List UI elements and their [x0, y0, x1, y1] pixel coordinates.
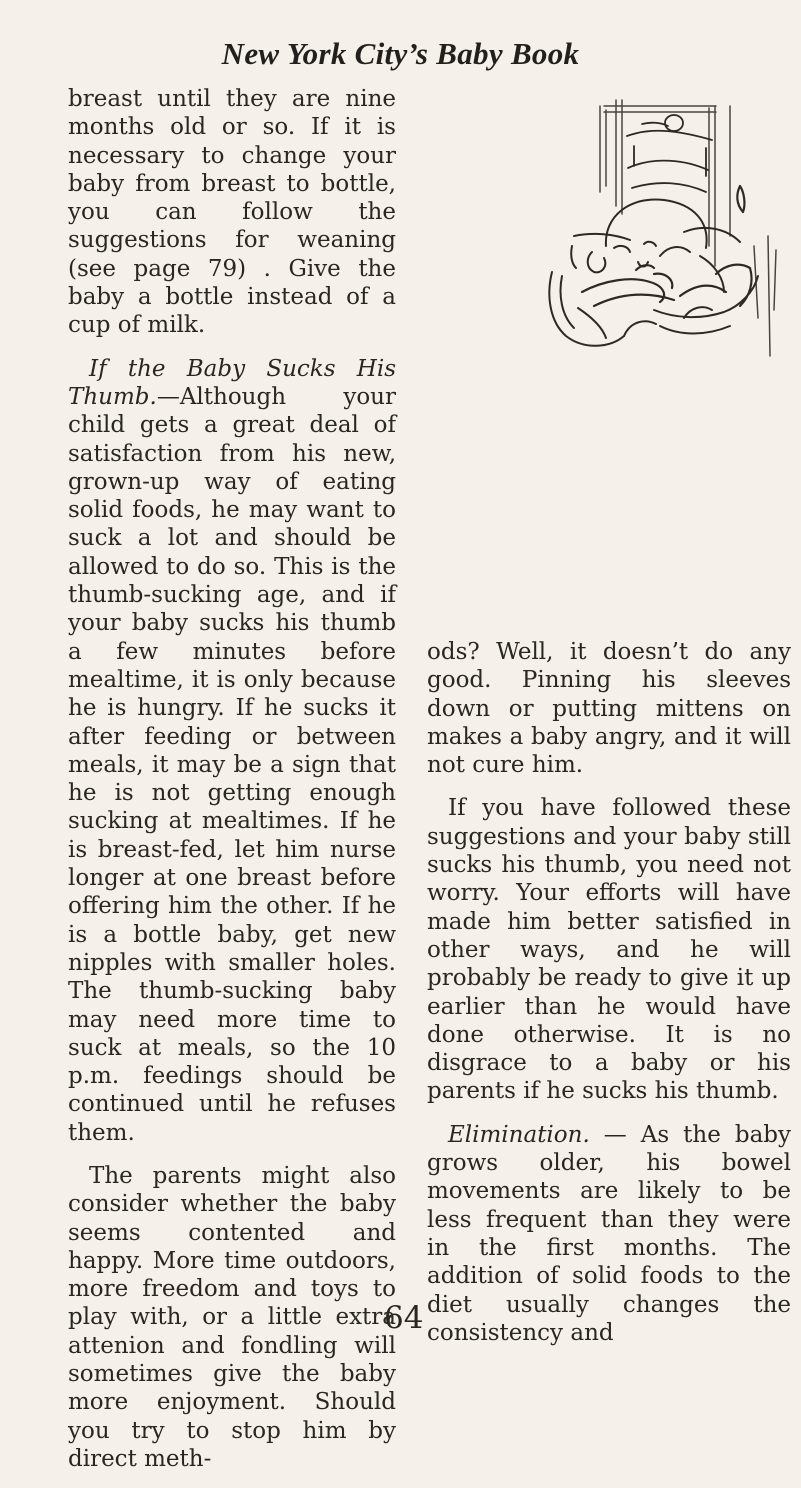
paragraph-thumb-sucking — [68, 355, 396, 1147]
paragraph-methods-continued: ods? Well, it doesn’t do any good. Pinning his sleeves down or putting mittens on makes a baby angry, and it will not cure him. — [427, 639, 791, 779]
paragraph-parents-consider: The parents might also consider whether the baby seems contented and happy. More time outdoors, more freedom and toys to play with, or a little extra attenion and fondling will sometimes give the baby more enjoyment. Should you try to stop him by direct meth- — [68, 1162, 396, 1472]
page-number: 64 — [384, 1300, 424, 1336]
runin-heading-elimination: Elimination. — [448, 1121, 590, 1148]
paragraph-thumb-sucking-body: —Although your child gets a great deal of satisfaction from his new, grown-up way of eating solid foods, he may want to suck a lot and should be allowed to do so. This is the thumb-sucking age, and if your baby sucks his thumb a few minutes before mealtime, it is only because he is hungry. If he sucks it after feeding or between meals, it may be a sign that he is not getting enough sucking at mealtimes. If he is breast-fed, let him nurse longer at one breast before offering him the other. If he is a bottle baby, get new nipples with smaller holes. The thumb-sucking baby may need more time to suck at meals, so the 10 p.m. feedings should be continued until he refuses them. — [68, 383, 396, 1146]
baby-body-icon — [549, 256, 758, 346]
paragraph-followed-suggestions: If you have followed these suggestions and your baby still sucks his thumb, you need not worry. Your efforts will have made him better satisfied in other ways, and he will probably be ready to give it up earlier than he would have done otherwise. It is no disgrace to a baby or his parents if he sucks his thumb. — [427, 795, 791, 1105]
left-column — [68, 85, 396, 1488]
paragraph-elimination — [427, 1121, 791, 1347]
paragraph-weaning-continued: breast until they are nine months old or so. If it is necessary to change your baby from breast to bottle, you can follow the suggestions for weaning (see page 79) . Give the baby a bottle instead of a cup of milk. — [68, 86, 396, 339]
running-head: New York City’s Baby Book — [221, 36, 580, 71]
runin-heading-thumb-sucking: If the Baby Sucks His Thumb. — [68, 355, 396, 410]
paragraph-elimination-body: — As the baby grows older, his bowel movements are likely to be less frequent than they were in the first months. The addition of solid foods to the diet usually changes the consistency and — [427, 1121, 791, 1346]
crib-headboard-icon — [627, 115, 744, 212]
right-column — [427, 638, 791, 1362]
baby-arm-icon — [582, 265, 752, 306]
baby-thumb-sucking-illustration — [454, 96, 794, 358]
